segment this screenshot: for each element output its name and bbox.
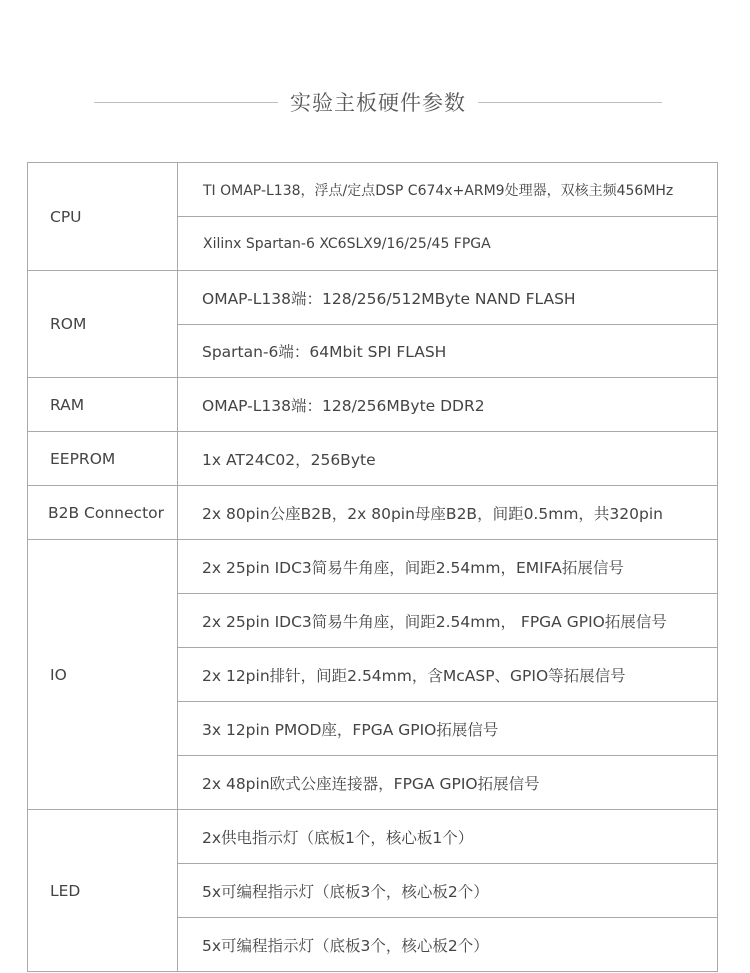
table-row: [28, 378, 718, 432]
spec-table: [27, 162, 718, 972]
table-row: [28, 271, 718, 325]
spec-value: 5x可编程指示灯（底板3个，核心板2个）: [178, 864, 718, 918]
heading-divider-right: [478, 102, 662, 103]
spec-value: 2x 48pin欧式公座连接器，FPGA GPIO拓展信号: [178, 756, 718, 810]
heading-divider-left: [94, 102, 278, 103]
row-label-ram: RAM: [28, 378, 178, 432]
table-row: [28, 163, 718, 217]
page-title: 实验主板硬件参数: [290, 91, 466, 115]
spec-value: 2x供电指示灯（底板1个，核心板1个）: [178, 810, 718, 864]
spec-value: Xilinx Spartan-6 XC6SLX9/16/25/45 FPGA: [178, 217, 718, 271]
table-row: [28, 486, 718, 540]
spec-value: OMAP-L138端：128/256/512MByte NAND FLASH: [178, 271, 718, 325]
table-row: [28, 810, 718, 864]
row-label-rom: ROM: [28, 271, 178, 378]
spec-value: 5x可编程指示灯（底板3个，核心板2个）: [178, 918, 718, 972]
spec-value: 1x AT24C02，256Byte: [178, 432, 718, 486]
table-row: [28, 540, 718, 594]
row-label-led: LED: [28, 810, 178, 972]
spec-value: 2x 25pin IDC3简易牛角座，间距2.54mm，EMIFA拓展信号: [178, 540, 718, 594]
spec-value: 2x 80pin公座B2B，2x 80pin母座B2B，间距0.5mm，共320pin: [178, 486, 718, 540]
spec-value: 2x 25pin IDC3简易牛角座，间距2.54mm， FPGA GPIO拓展信号: [178, 594, 718, 648]
spec-value: 2x 12pin排针，间距2.54mm，含McASP、GPIO等拓展信号: [178, 648, 718, 702]
table-row: [28, 432, 718, 486]
row-label-b2b-connector: B2B Connector: [28, 486, 178, 540]
spec-value: TI OMAP-L138，浮点/定点DSP C674x+ARM9处理器，双核主频456MHz: [178, 163, 718, 217]
spec-value: OMAP-L138端：128/256MByte DDR2: [178, 378, 718, 432]
spec-value: Spartan-6端：64Mbit SPI FLASH: [178, 325, 718, 378]
row-label-io: IO: [28, 540, 178, 810]
row-label-cpu: CPU: [28, 163, 178, 271]
section-heading: [94, 86, 662, 118]
row-label-eeprom: EEPROM: [28, 432, 178, 486]
spec-value: 3x 12pin PMOD座，FPGA GPIO拓展信号: [178, 702, 718, 756]
